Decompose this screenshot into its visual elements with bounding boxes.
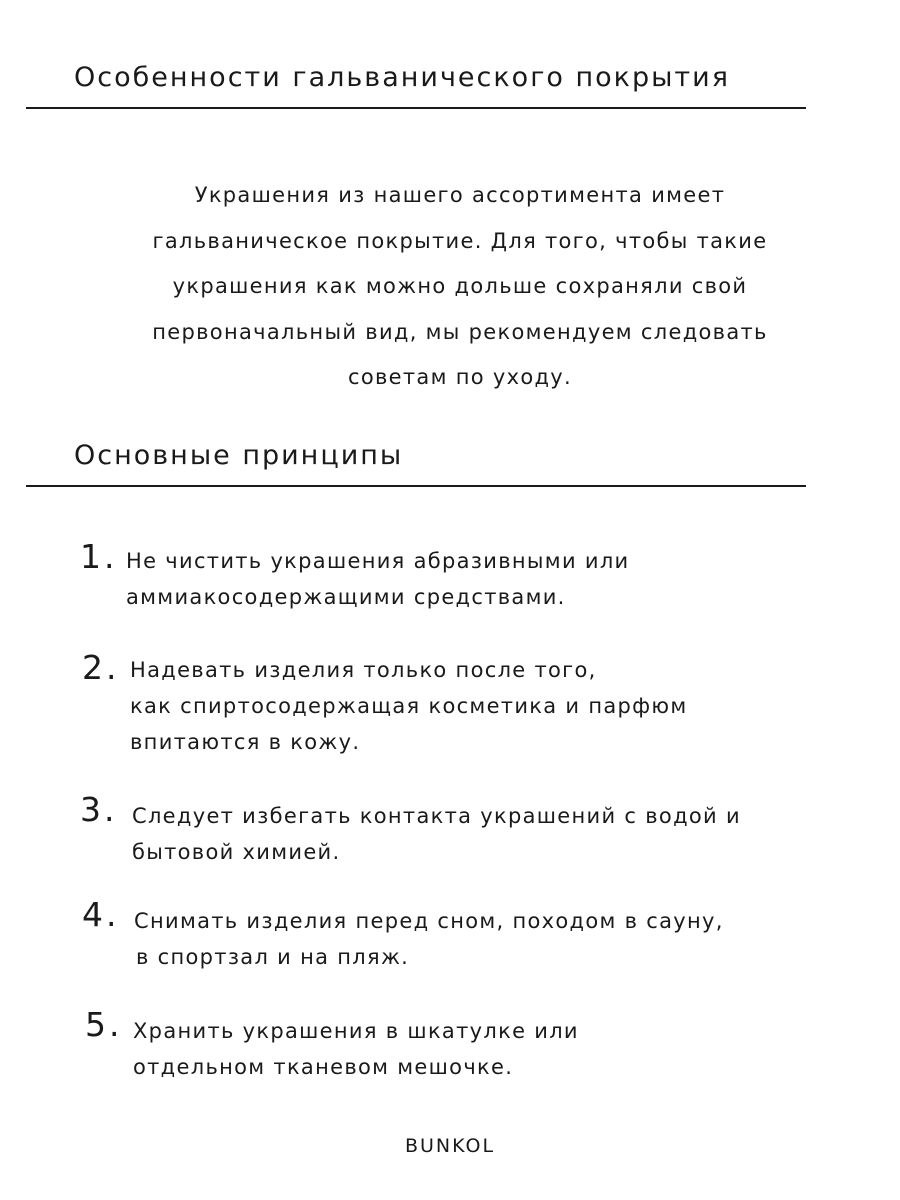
intro-line: гальваническое покрытие. Для того, чтобы такие bbox=[152, 228, 768, 253]
intro-line: первоначальный вид, мы рекомендуем следовать bbox=[152, 319, 768, 344]
item-text-line: в спортзал и на пляж. bbox=[136, 945, 410, 969]
item-text-line: впитаются в кожу. bbox=[130, 730, 361, 754]
item-number: 3. bbox=[80, 790, 118, 829]
item-text-line: как спиртосодержащая косметика и парфюм bbox=[130, 694, 688, 718]
item-text-line: Не чистить украшения абразивными или bbox=[126, 549, 630, 573]
page-title: Особенности гальванического покрытия bbox=[74, 62, 730, 93]
item-text-line: Снимать изделия перед сном, походом в сауну, bbox=[134, 909, 724, 933]
intro-line: украшения как можно дольше сохраняли свой bbox=[172, 274, 748, 298]
item-text-line: отдельном тканевом мешочке. bbox=[133, 1055, 514, 1079]
item-number: 5. bbox=[85, 1005, 123, 1044]
item-text-line: Надевать изделия только после того, bbox=[130, 658, 597, 682]
principles-divider bbox=[26, 485, 806, 487]
item-number: 2. bbox=[82, 648, 120, 687]
principles-heading: Основные принципы bbox=[74, 440, 404, 471]
intro-line: Украшения из нашего ассортимента имеет bbox=[194, 183, 726, 207]
brand-name: BUNKOL bbox=[404, 1135, 496, 1157]
item-text-line: бытовой химией. bbox=[132, 840, 341, 864]
item-number: 1. bbox=[80, 537, 118, 576]
item-number: 4. bbox=[82, 895, 120, 934]
intro-line: советам по уходу. bbox=[348, 365, 572, 389]
item-text-line: Хранить украшения в шкатулке или bbox=[133, 1019, 579, 1043]
item-text-line: Следует избегать контакта украшений с водой и bbox=[132, 804, 741, 828]
title-divider bbox=[26, 107, 806, 109]
intro-paragraph bbox=[60, 173, 860, 401]
item-text-line: аммиакосодержащими средствами. bbox=[126, 585, 566, 609]
